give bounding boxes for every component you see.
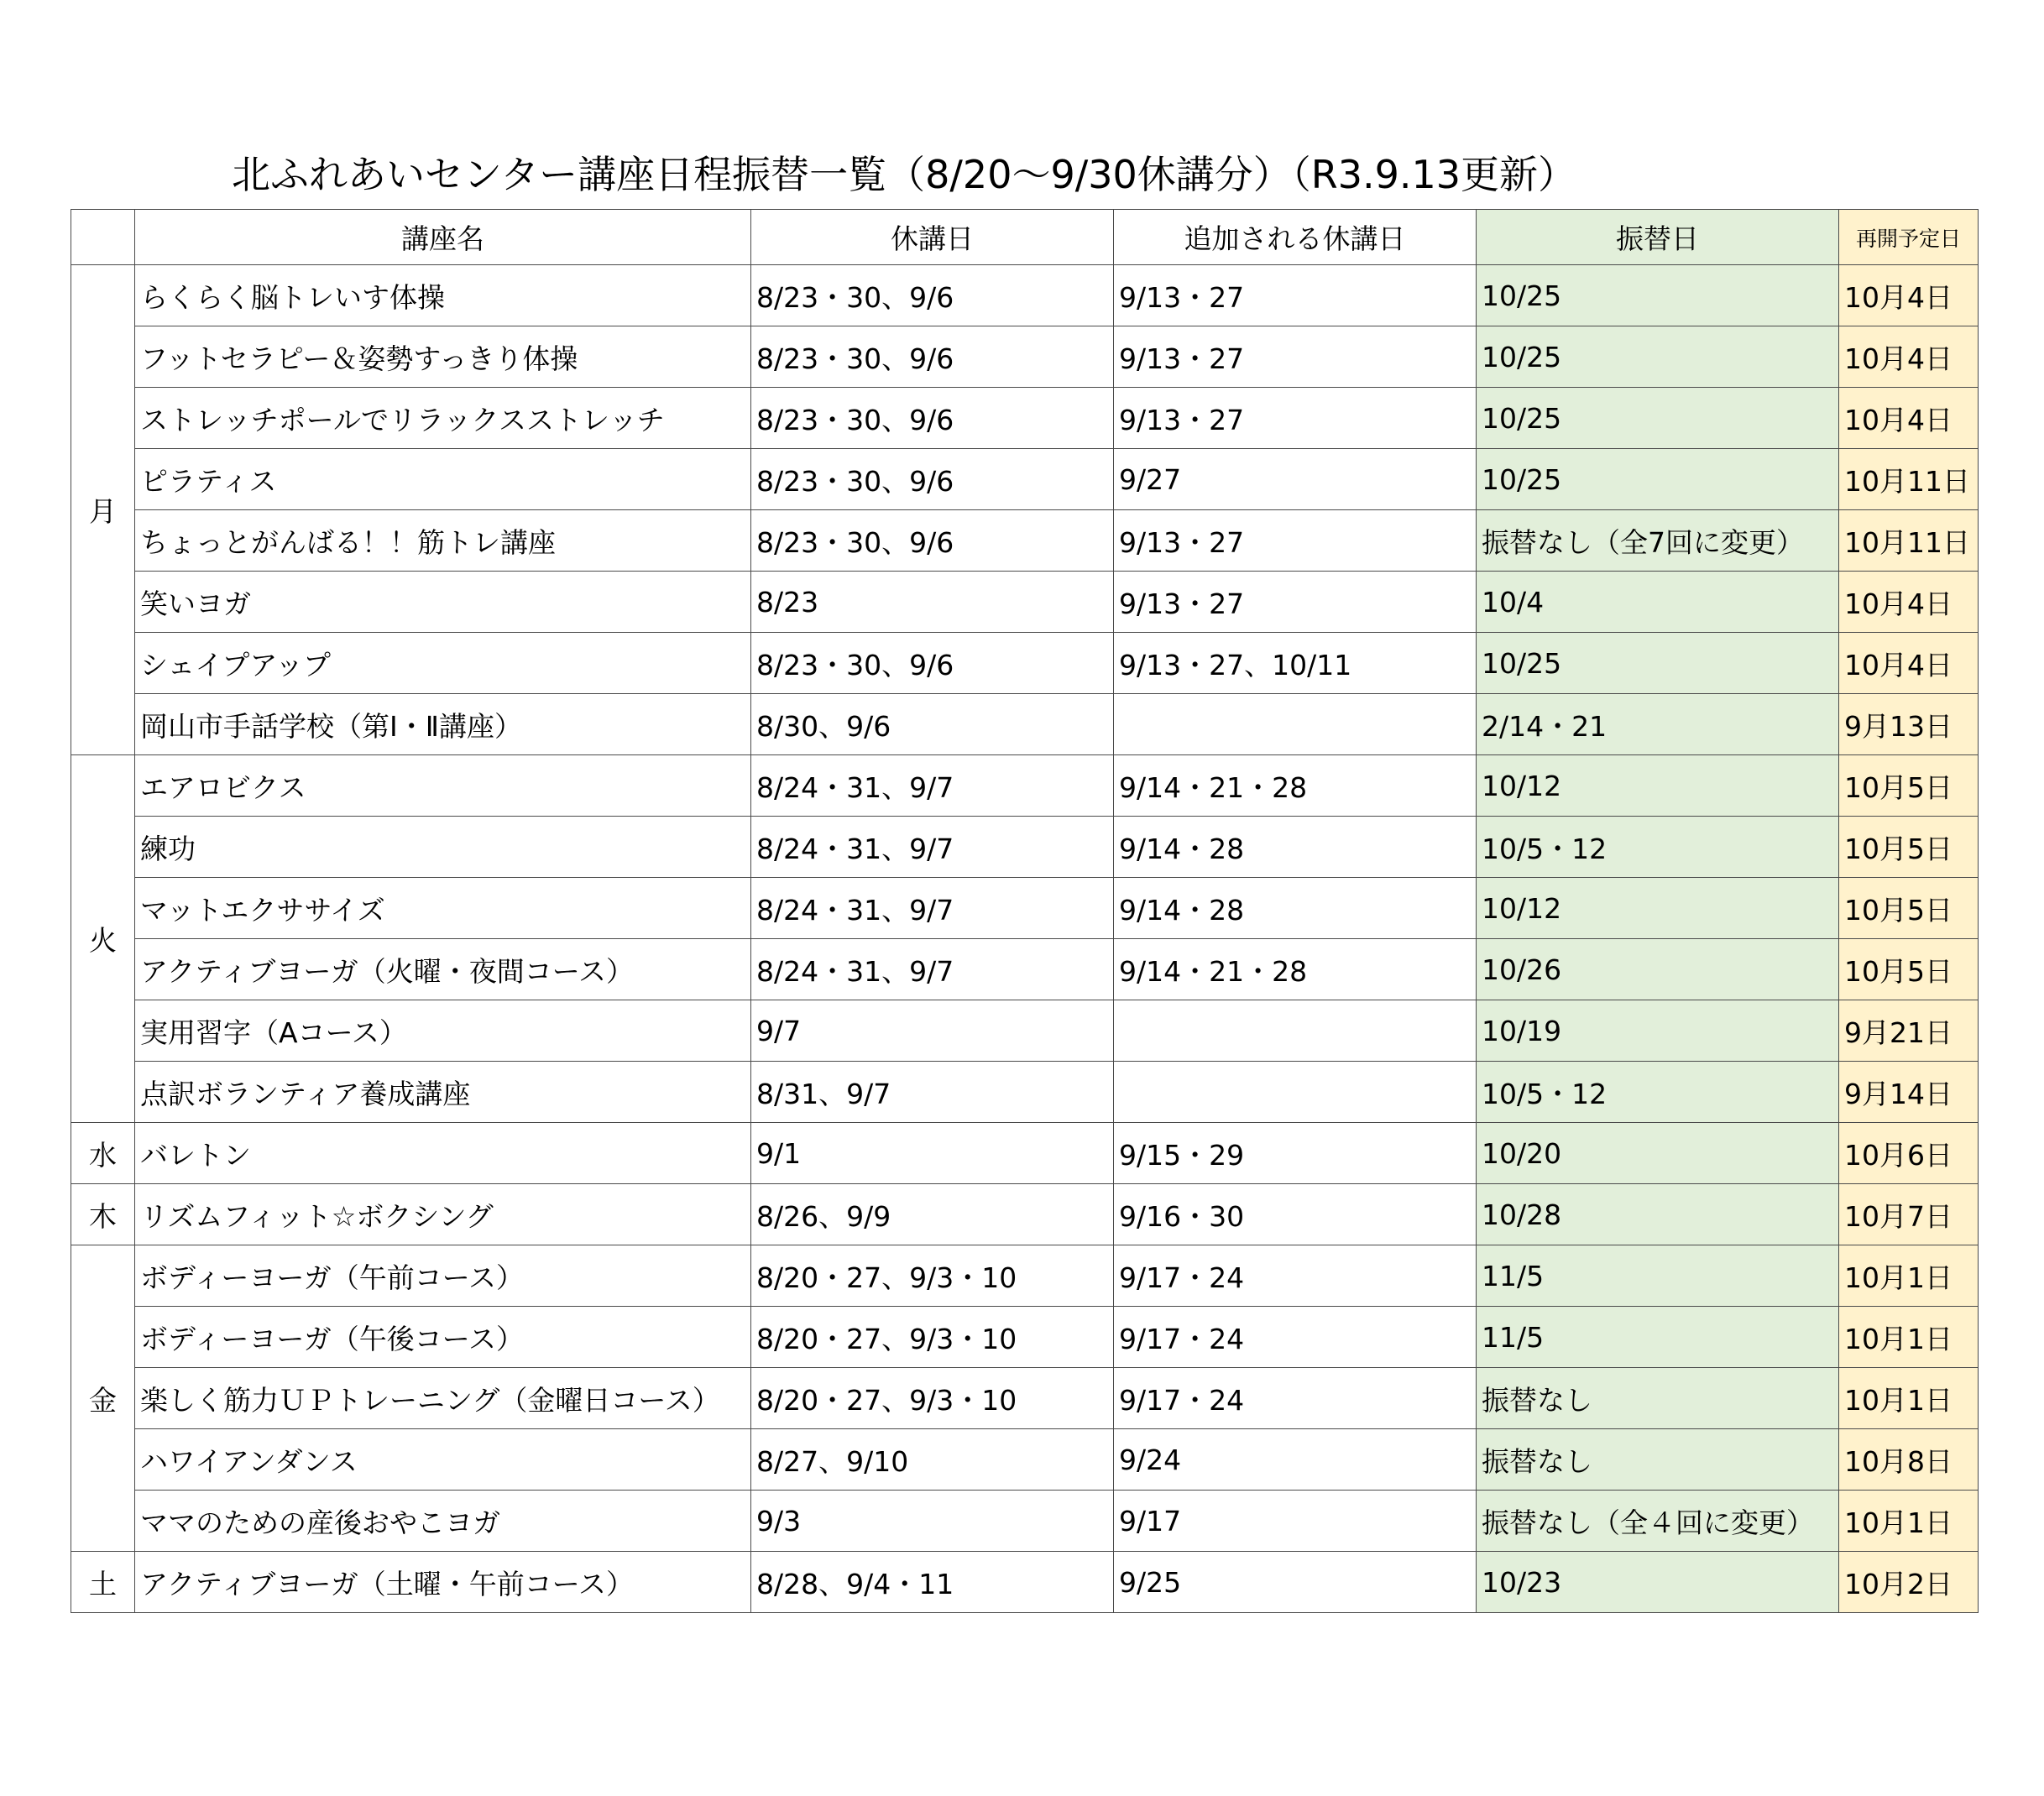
makeup-date-cell: 10/25 xyxy=(1477,449,1839,510)
course-cell: ストレッチポールでリラックスストレッチ xyxy=(135,388,751,449)
added-closed-date-cell: 9/14・28 xyxy=(1114,878,1477,939)
closed-date-cell: 8/24・31、9/7 xyxy=(751,755,1114,817)
makeup-date-cell: 振替なし xyxy=(1477,1368,1839,1429)
closed-date-cell: 8/24・31、9/7 xyxy=(751,939,1114,1000)
course-cell: らくらく脳トレいす体操 xyxy=(135,265,751,326)
course-cell: 練功 xyxy=(135,817,751,878)
table-row xyxy=(71,1062,1979,1123)
makeup-date-cell: 10/25 xyxy=(1477,633,1839,694)
added-closed-date-cell: 9/17・24 xyxy=(1114,1368,1477,1429)
added-closed-date-cell: 9/15・29 xyxy=(1114,1123,1477,1184)
reopen-date-cell: 10月11日 xyxy=(1839,510,1979,572)
added-closed-date-cell xyxy=(1114,1062,1477,1123)
course-cell: マットエクササイズ xyxy=(135,878,751,939)
closed-date-cell: 8/23・30、9/6 xyxy=(751,388,1114,449)
course-cell: ママのための産後おやこヨガ xyxy=(135,1491,751,1552)
makeup-date-cell: 11/5 xyxy=(1477,1245,1839,1307)
table-row xyxy=(71,265,1979,326)
header-added: 追加される休講日 xyxy=(1114,210,1477,265)
closed-date-cell: 8/20・27、9/3・10 xyxy=(751,1245,1114,1307)
reopen-date-cell: 10月2日 xyxy=(1839,1552,1979,1613)
course-cell: アクティブヨーガ（火曜・夜間コース） xyxy=(135,939,751,1000)
table-body xyxy=(71,265,1979,1613)
day-cell: 土 xyxy=(71,1552,135,1613)
table-row xyxy=(71,572,1979,633)
closed-date-cell: 8/24・31、9/7 xyxy=(751,878,1114,939)
table-row xyxy=(71,817,1979,878)
table-row xyxy=(71,1368,1979,1429)
course-cell: ちょっとがんばる！！筋トレ講座 xyxy=(135,510,751,572)
header-makeup: 振替日 xyxy=(1477,210,1839,265)
table-row xyxy=(71,1000,1979,1062)
course-cell: 点訳ボランティア養成講座 xyxy=(135,1062,751,1123)
added-closed-date-cell: 9/13・27 xyxy=(1114,388,1477,449)
header-day xyxy=(71,210,135,265)
course-cell: 笑いヨガ xyxy=(135,572,751,633)
added-closed-date-cell: 9/17・24 xyxy=(1114,1245,1477,1307)
added-closed-date-cell: 9/17・24 xyxy=(1114,1307,1477,1368)
closed-date-cell: 8/23・30、9/6 xyxy=(751,633,1114,694)
closed-date-cell: 8/23 xyxy=(751,572,1114,633)
closed-date-cell: 8/20・27、9/3・10 xyxy=(751,1368,1114,1429)
reopen-date-cell: 10月11日 xyxy=(1839,449,1979,510)
closed-date-cell: 9/1 xyxy=(751,1123,1114,1184)
makeup-date-cell: 10/20 xyxy=(1477,1123,1839,1184)
table-row xyxy=(71,939,1979,1000)
table-row xyxy=(71,1552,1979,1613)
makeup-date-cell: 10/25 xyxy=(1477,326,1839,388)
closed-date-cell: 9/3 xyxy=(751,1491,1114,1552)
makeup-date-cell: 10/19 xyxy=(1477,1000,1839,1062)
course-cell: ハワイアンダンス xyxy=(135,1429,751,1491)
added-closed-date-cell xyxy=(1114,1000,1477,1062)
reopen-date-cell: 10月1日 xyxy=(1839,1491,1979,1552)
course-cell: シェイプアップ xyxy=(135,633,751,694)
reopen-date-cell: 9月13日 xyxy=(1839,694,1979,755)
reopen-date-cell: 10月1日 xyxy=(1839,1368,1979,1429)
reopen-date-cell: 10月7日 xyxy=(1839,1184,1979,1245)
reopen-date-cell: 10月6日 xyxy=(1839,1123,1979,1184)
reopen-date-cell: 10月4日 xyxy=(1839,326,1979,388)
makeup-date-cell: 10/5・12 xyxy=(1477,1062,1839,1123)
course-cell: 楽しく筋力ＵＰトレーニング（金曜日コース） xyxy=(135,1368,751,1429)
makeup-date-cell: 10/23 xyxy=(1477,1552,1839,1613)
page-title: 北ふれあいセンター講座日程振替一覧（8/20～9/30休講分）（R3.9.13更新） xyxy=(232,152,1577,197)
makeup-date-cell: 10/25 xyxy=(1477,388,1839,449)
added-closed-date-cell: 9/24 xyxy=(1114,1429,1477,1491)
course-cell: アクティブヨーガ（土曜・午前コース） xyxy=(135,1552,751,1613)
added-closed-date-cell: 9/13・27、10/11 xyxy=(1114,633,1477,694)
closed-date-cell: 8/23・30、9/6 xyxy=(751,449,1114,510)
closed-date-cell: 8/24・31、9/7 xyxy=(751,817,1114,878)
reopen-date-cell: 10月4日 xyxy=(1839,388,1979,449)
reopen-date-cell: 10月1日 xyxy=(1839,1307,1979,1368)
table-row xyxy=(71,1184,1979,1245)
header-reopen: 再開予定日 xyxy=(1839,210,1979,265)
closed-date-cell: 8/26、9/9 xyxy=(751,1184,1114,1245)
header-course: 講座名 xyxy=(135,210,751,265)
makeup-date-cell: 10/4 xyxy=(1477,572,1839,633)
closed-date-cell: 8/27、9/10 xyxy=(751,1429,1114,1491)
course-cell: リズムフィット☆ボクシング xyxy=(135,1184,751,1245)
added-closed-date-cell: 9/14・21・28 xyxy=(1114,755,1477,817)
added-closed-date-cell: 9/17 xyxy=(1114,1491,1477,1552)
table-row xyxy=(71,510,1979,572)
day-cell: 水 xyxy=(71,1123,135,1184)
table-row xyxy=(71,326,1979,388)
table-row xyxy=(71,449,1979,510)
closed-date-cell: 8/23・30、9/6 xyxy=(751,265,1114,326)
course-cell: ボディーヨーガ（午前コース） xyxy=(135,1245,751,1307)
makeup-date-cell: 10/28 xyxy=(1477,1184,1839,1245)
day-cell: 木 xyxy=(71,1184,135,1245)
table-row xyxy=(71,388,1979,449)
added-closed-date-cell: 9/25 xyxy=(1114,1552,1477,1613)
added-closed-date-cell: 9/13・27 xyxy=(1114,265,1477,326)
added-closed-date-cell: 9/14・21・28 xyxy=(1114,939,1477,1000)
schedule-table xyxy=(71,209,1979,1613)
added-closed-date-cell: 9/27 xyxy=(1114,449,1477,510)
header-closed: 休講日 xyxy=(751,210,1114,265)
reopen-date-cell: 9月14日 xyxy=(1839,1062,1979,1123)
table-row xyxy=(71,878,1979,939)
reopen-date-cell: 10月5日 xyxy=(1839,878,1979,939)
table-row xyxy=(71,1491,1979,1552)
course-cell: エアロビクス xyxy=(135,755,751,817)
reopen-date-cell: 10月1日 xyxy=(1839,1245,1979,1307)
course-cell: フットセラピー＆姿勢すっきり体操 xyxy=(135,326,751,388)
table-row xyxy=(71,1429,1979,1491)
makeup-date-cell: 11/5 xyxy=(1477,1307,1839,1368)
course-cell: ピラティス xyxy=(135,449,751,510)
course-cell: 岡山市手話学校（第Ⅰ・Ⅱ講座） xyxy=(135,694,751,755)
reopen-date-cell: 9月21日 xyxy=(1839,1000,1979,1062)
added-closed-date-cell: 9/16・30 xyxy=(1114,1184,1477,1245)
table-row xyxy=(71,633,1979,694)
course-cell: 実用習字（Aコース） xyxy=(135,1000,751,1062)
reopen-date-cell: 10月4日 xyxy=(1839,265,1979,326)
day-cell: 火 xyxy=(71,755,135,1123)
day-cell: 月 xyxy=(71,265,135,755)
closed-date-cell: 8/30、9/6 xyxy=(751,694,1114,755)
added-closed-date-cell xyxy=(1114,694,1477,755)
reopen-date-cell: 10月4日 xyxy=(1839,633,1979,694)
makeup-date-cell: 10/26 xyxy=(1477,939,1839,1000)
reopen-date-cell: 10月5日 xyxy=(1839,939,1979,1000)
table-row xyxy=(71,1307,1979,1368)
course-cell: バレトン xyxy=(135,1123,751,1184)
header-row xyxy=(71,210,1979,265)
added-closed-date-cell: 9/14・28 xyxy=(1114,817,1477,878)
makeup-date-cell: 振替なし（全7回に変更） xyxy=(1477,510,1839,572)
added-closed-date-cell: 9/13・27 xyxy=(1114,510,1477,572)
table-row xyxy=(71,755,1979,817)
makeup-date-cell: 10/12 xyxy=(1477,878,1839,939)
closed-date-cell: 8/23・30、9/6 xyxy=(751,510,1114,572)
closed-date-cell: 8/28、9/4・11 xyxy=(751,1552,1114,1613)
reopen-date-cell: 10月5日 xyxy=(1839,755,1979,817)
table-row xyxy=(71,694,1979,755)
table-row xyxy=(71,1123,1979,1184)
makeup-date-cell: 10/25 xyxy=(1477,265,1839,326)
makeup-date-cell: 振替なし xyxy=(1477,1429,1839,1491)
day-cell: 金 xyxy=(71,1245,135,1552)
makeup-date-cell: 振替なし（全４回に変更） xyxy=(1477,1491,1839,1552)
reopen-date-cell: 10月8日 xyxy=(1839,1429,1979,1491)
makeup-date-cell: 10/12 xyxy=(1477,755,1839,817)
makeup-date-cell: 10/5・12 xyxy=(1477,817,1839,878)
course-cell: ボディーヨーガ（午後コース） xyxy=(135,1307,751,1368)
closed-date-cell: 8/31、9/7 xyxy=(751,1062,1114,1123)
closed-date-cell: 8/23・30、9/6 xyxy=(751,326,1114,388)
reopen-date-cell: 10月4日 xyxy=(1839,572,1979,633)
closed-date-cell: 9/7 xyxy=(751,1000,1114,1062)
table-row xyxy=(71,1245,1979,1307)
added-closed-date-cell: 9/13・27 xyxy=(1114,326,1477,388)
reopen-date-cell: 10月5日 xyxy=(1839,817,1979,878)
makeup-date-cell: 2/14・21 xyxy=(1477,694,1839,755)
added-closed-date-cell: 9/13・27 xyxy=(1114,572,1477,633)
closed-date-cell: 8/20・27、9/3・10 xyxy=(751,1307,1114,1368)
